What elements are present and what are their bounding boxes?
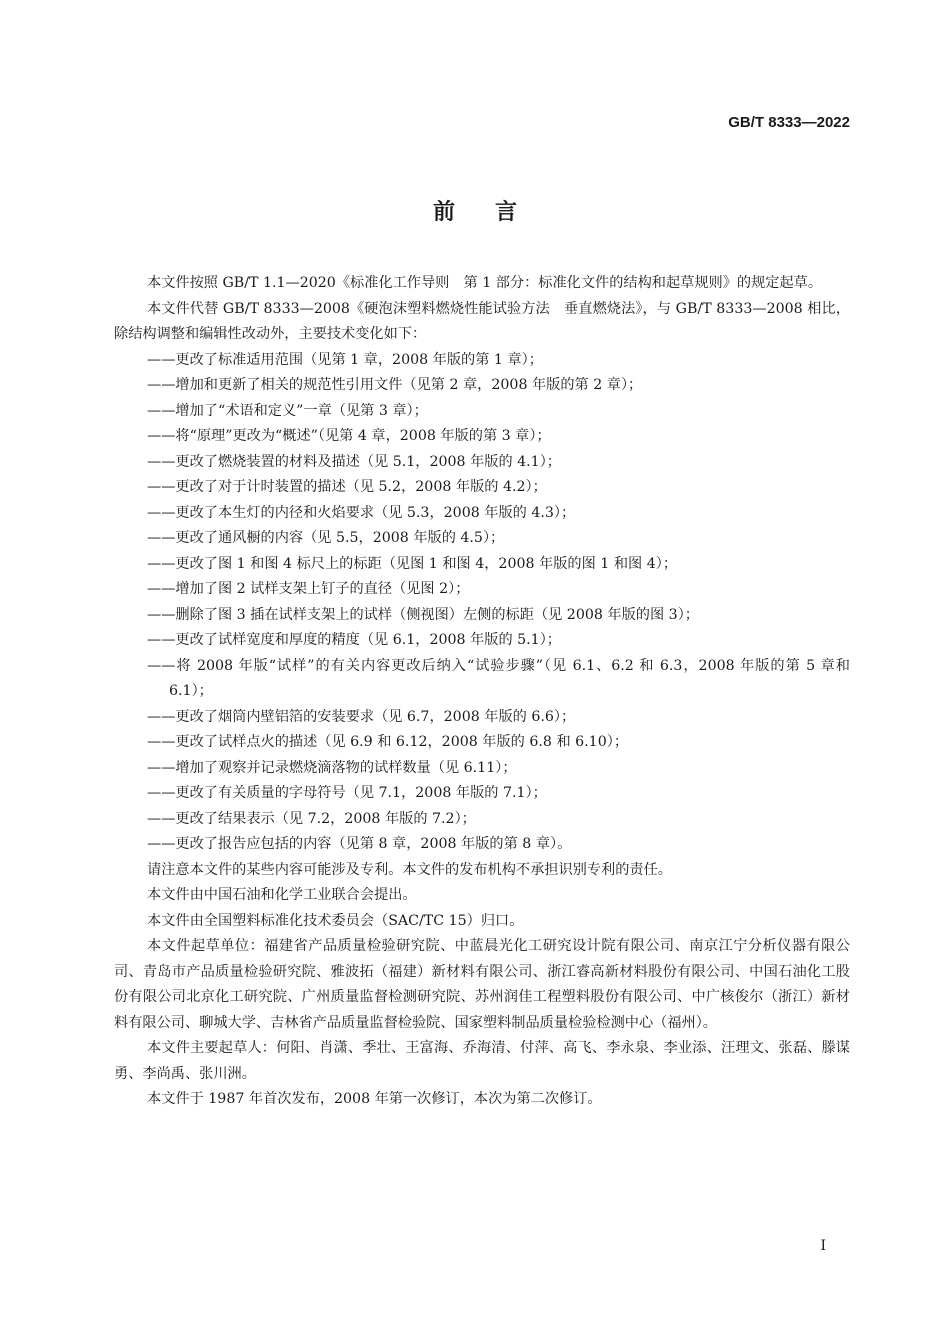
change-item: ——增加了观察并记录燃烧滴落物的试样数量（见 6.11）； <box>147 759 517 776</box>
patent-notice: 请注意本文件的某些内容可能涉及专利。本文件的发布机构不承担识别专利的责任。 <box>147 861 672 878</box>
standard-number: GB/T 8333—2022 <box>728 114 850 131</box>
change-item: ——更改了标准适用范围（见第 1 章，2008 年版的第 1 章）； <box>147 351 543 368</box>
committee-note: 本文件由全国塑料标准化技术委员会（SAC/TC 15）归口。 <box>147 912 524 929</box>
proposer-note: 本文件由中国石油和化学工业联合会提出。 <box>147 887 417 903</box>
intro-paragraph: 本文件代替 GB/T 8333—2008《硬泡沫塑料燃烧性能试验方法 垂直燃烧法》，与 GB/T 8333—2008 相比，除结构调整和编辑性改动外，主要技术变化如下： <box>114 300 850 342</box>
change-item: ——更改了图 1 和图 4 标尺上的标距（见图 1 和图 4，2008 年版的图 1 和图 4）； <box>147 555 678 572</box>
document-body <box>114 271 850 1113</box>
publication-history: 本文件于 1987 年首次发布，2008 年第一次修订，本次为第二次修订。 <box>147 1091 602 1107</box>
change-item: ——将“原理”更改为“概述”（见第 4 章，2008 年版的第 3 章）； <box>147 428 551 444</box>
change-item: ——更改了试样点火的描述（见 6.9 和 6.12，2008 年版的 6.8 和 6.10）； <box>147 734 629 750</box>
drafting-units: 本文件起草单位：福建省产品质量检验研究院、中蓝晨光化工研究设计院有限公司、南京江宁分析仪器有限公司、青岛市产品质量检验研究院、雅波拓（福建）新材料有限公司、浙江睿高新材料股份有限公司、中国石油化工股份有限公司北京化工研究院、广州质量监督检测研究院、苏州润佳工程塑料股份有限公司、中广核俊尔（浙江）新材料有限公司、聊城大学、吉林省产品质量监督检验院、国家塑料制品质量检验检测中心（福州）。 <box>114 938 850 1031</box>
change-item: ——删除了图 3 插在试样支架上的试样（侧视图）左侧的标距（见 2008 年版的图 3）； <box>147 606 699 623</box>
change-item: ——更改了烟筒内壁铝箔的安装要求（见 6.7，2008 年版的 6.6）； <box>147 708 576 725</box>
change-item: ——更改了报告应包括的内容（见第 8 章，2008 年版的第 8 章）。 <box>147 836 572 852</box>
change-item: ——增加了图 2 试样支架上钉子的直径（见图 2）； <box>147 581 470 597</box>
drafters: 本文件主要起草人：何阳、肖潇、季壮、王富海、乔海清、付萍、高飞、李永泉、李业添、汪理文、张磊、滕谋勇、李尚禹、张川洲。 <box>114 1040 850 1082</box>
change-item: ——更改了对于计时装置的描述（见 5.2，2008 年版的 4.2）； <box>147 479 547 495</box>
change-item: ——更改了试样宽度和厚度的精度（见 6.1，2008 年版的 5.1）； <box>147 632 561 648</box>
change-item: ——增加了“术语和定义”一章（见第 3 章）； <box>147 402 428 419</box>
change-item: ——增加和更新了相关的规范性引用文件（见第 2 章，2008 年版的第 2 章）； <box>147 377 643 393</box>
change-item: ——将 2008 年版“试样”的有关内容更改后纳入“试验步骤”（见 6.1、6.2 和 6.3，2008 年版的第 5 章和 6.1）； <box>147 657 850 699</box>
change-item: ——更改了燃烧装置的材料及描述（见 5.1，2008 年版的 4.1）； <box>147 453 561 470</box>
change-item: ——更改了结果表示（见 7.2，2008 年版的 7.2）； <box>147 810 476 827</box>
intro-paragraph: 本文件按照 GB/T 1.1—2020《标准化工作导则 第 1 部分：标准化文件的结构和起草规则》的规定起草。 <box>147 275 823 291</box>
page-title: 前言 <box>432 200 557 225</box>
change-item: ——更改了通风橱的内容（见 5.5，2008 年版的 4.5）； <box>147 530 505 546</box>
change-item: ——更改了有关质量的字母符号（见 7.1，2008 年版的 7.1）； <box>147 785 547 801</box>
page-number: I <box>820 1238 826 1254</box>
change-item: ——更改了本生灯的内径和火焰要求（见 5.3，2008 年版的 4.3）； <box>147 504 576 521</box>
